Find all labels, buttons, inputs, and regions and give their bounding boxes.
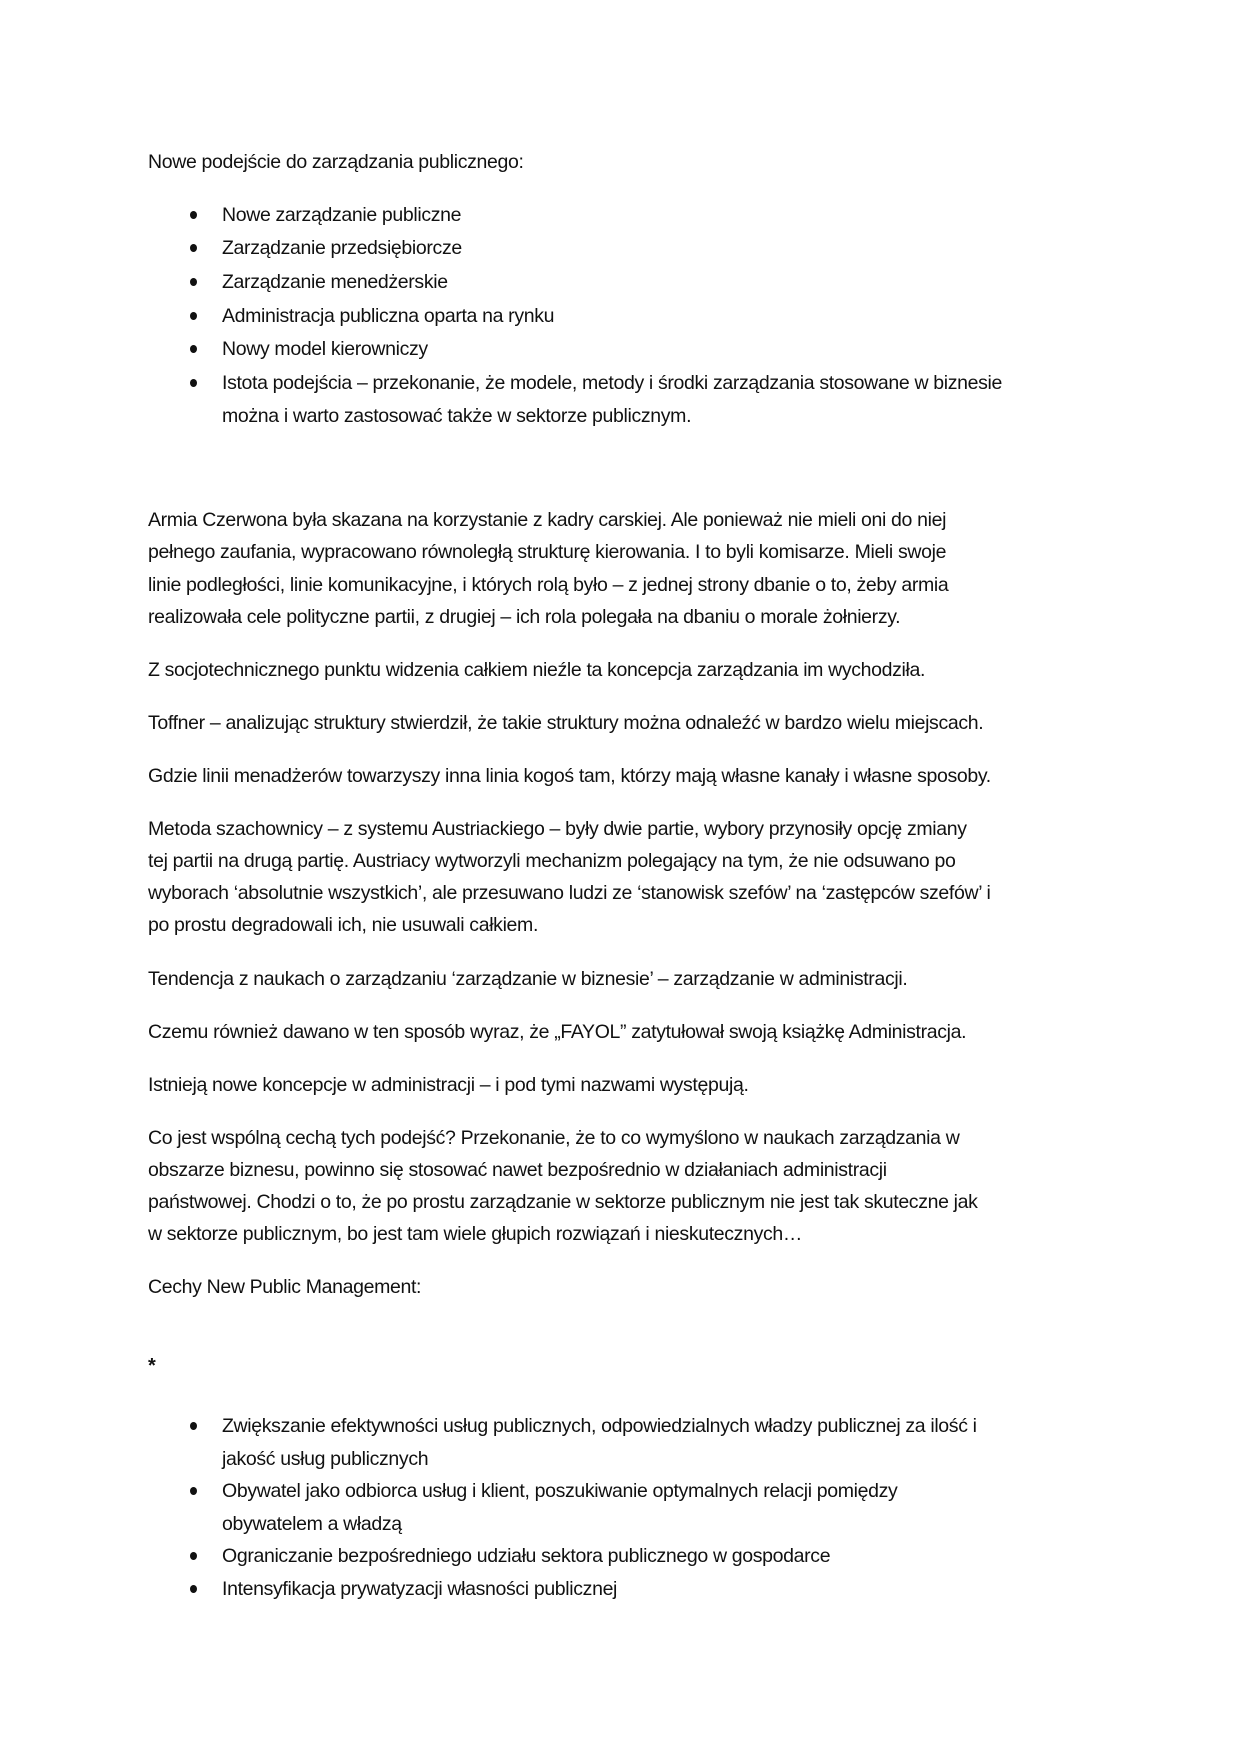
- list-item-text: obywatelem a władzą: [222, 1512, 402, 1535]
- bullet-icon: [190, 1552, 197, 1560]
- paragraph-line: wyborach ‘absolutnie wszystkich’, ale przesuwano ludzi ze ‘stanowisk szefów’ na ‘zastępców szefów’ i: [148, 882, 991, 904]
- list-item-text: Zarządzanie menedżerskie: [222, 271, 448, 293]
- list-item-text: Zarządzanie przedsiębiorcze: [222, 237, 462, 259]
- paragraph-line: Co jest wspólną cechą tych podejść? Przekonanie, że to co wymyślono w naukach zarządzania w: [148, 1127, 960, 1149]
- paragraph-line: w sektorze publicznym, bo jest tam wiele głupich rozwiązań i nieskutecznych…: [148, 1223, 803, 1245]
- paragraph-line: Metoda szachownicy – z systemu Austriackiego – były dwie partie, wybory przynosiły opcję zmiany: [148, 818, 967, 840]
- paragraph-line: realizowała cele polityczne partii, z drugiej – ich rola polegała na dbaniu o morale żołnierzy.: [148, 606, 901, 628]
- asterisk-marker: *: [148, 1355, 156, 1377]
- bullet-icon: [190, 1487, 197, 1495]
- section-heading: Cechy New Public Management:: [148, 1276, 422, 1298]
- paragraph-line: linie podległości, linie komunikacyjne, i których rolą było – z jednej strony dbanie o to, żeby armia: [148, 574, 949, 596]
- paragraph: Czemu również dawano w ten sposób wyraz, że „FAYOL” zatytułował swoją książkę Administracja.: [148, 1021, 967, 1043]
- list-item-text: Nowy model kierowniczy: [222, 338, 428, 360]
- list-item-text: Obywatel jako odbiorca usług i klient, poszukiwanie optymalnych relacji pomiędzy: [222, 1480, 898, 1502]
- list-item-text: Administracja publiczna oparta na rynku: [222, 305, 555, 327]
- paragraph: Istnieją nowe koncepcje w administracji – i pod tymi nazwami występują.: [148, 1074, 749, 1096]
- bullet-icon: [190, 278, 197, 286]
- paragraph: Toffner – analizując struktury stwierdził, że takie struktury można odnaleźć w bardzo wielu miejscach.: [148, 712, 984, 734]
- list-item-text: Intensyfikacja prywatyzacji własności publicznej: [222, 1578, 618, 1600]
- paragraph: Tendencja z naukach o zarządzaniu ‘zarządzanie w biznesie’ – zarządzanie w administracji.: [148, 968, 908, 990]
- section-heading: Nowe podejście do zarządzania publicznego:: [148, 151, 524, 173]
- bullet-icon: [190, 1585, 197, 1593]
- paragraph-line: po prostu degradowali ich, nie usuwali całkiem.: [148, 914, 539, 936]
- list-item-text: Ograniczanie bezpośredniego udziału sektora publicznego w gospodarce: [222, 1545, 831, 1567]
- list-item-text: można i warto zastosować także w sektorze publicznym.: [222, 404, 692, 427]
- paragraph: Z socjotechnicznego punktu widzenia całkiem nieźle ta koncepcja zarządzania im wychodziła.: [148, 659, 926, 681]
- bullet-icon: [190, 211, 197, 219]
- list-item-text: Nowe zarządzanie publiczne: [222, 204, 462, 226]
- paragraph-line: pełnego zaufania, wypracowano równoległą strukturę kierowania. I to byli komisarze. Mieli swoje: [148, 541, 947, 563]
- bullet-icon: [190, 312, 197, 320]
- paragraph-line: państwowej. Chodzi o to, że po prostu zarządzanie w sektorze publicznym nie jest tak skuteczne jak: [148, 1191, 978, 1213]
- bullet-icon: [190, 345, 197, 353]
- bullet-icon: [190, 379, 197, 387]
- paragraph-line: Armia Czerwona była skazana na korzystanie z kadry carskiej. Ale ponieważ nie mieli oni do niej: [148, 509, 947, 531]
- list-item-text: Zwiększanie efektywności usług publicznych, odpowiedzialnych władzy publicznej za ilość i: [222, 1415, 977, 1437]
- paragraph-line: tej partii na drugą partię. Austriacy wytworzyli mechanizm polegający na tym, że nie odsuwano po: [148, 850, 956, 872]
- paragraph-line: obszarze biznesu, powinno się stosować nawet bezpośrednio w działaniach administracji: [148, 1159, 887, 1181]
- bullet-icon: [190, 244, 197, 252]
- list-item-text: Istota podejścia – przekonanie, że modele, metody i środki zarządzania stosowane w biznesie: [222, 372, 1003, 394]
- list-item-text: jakość usług publicznych: [222, 1447, 429, 1470]
- bullet-icon: [190, 1422, 197, 1430]
- paragraph: Gdzie linii menadżerów towarzyszy inna linia kogoś tam, którzy mają własne kanały i własne sposoby.: [148, 765, 991, 787]
